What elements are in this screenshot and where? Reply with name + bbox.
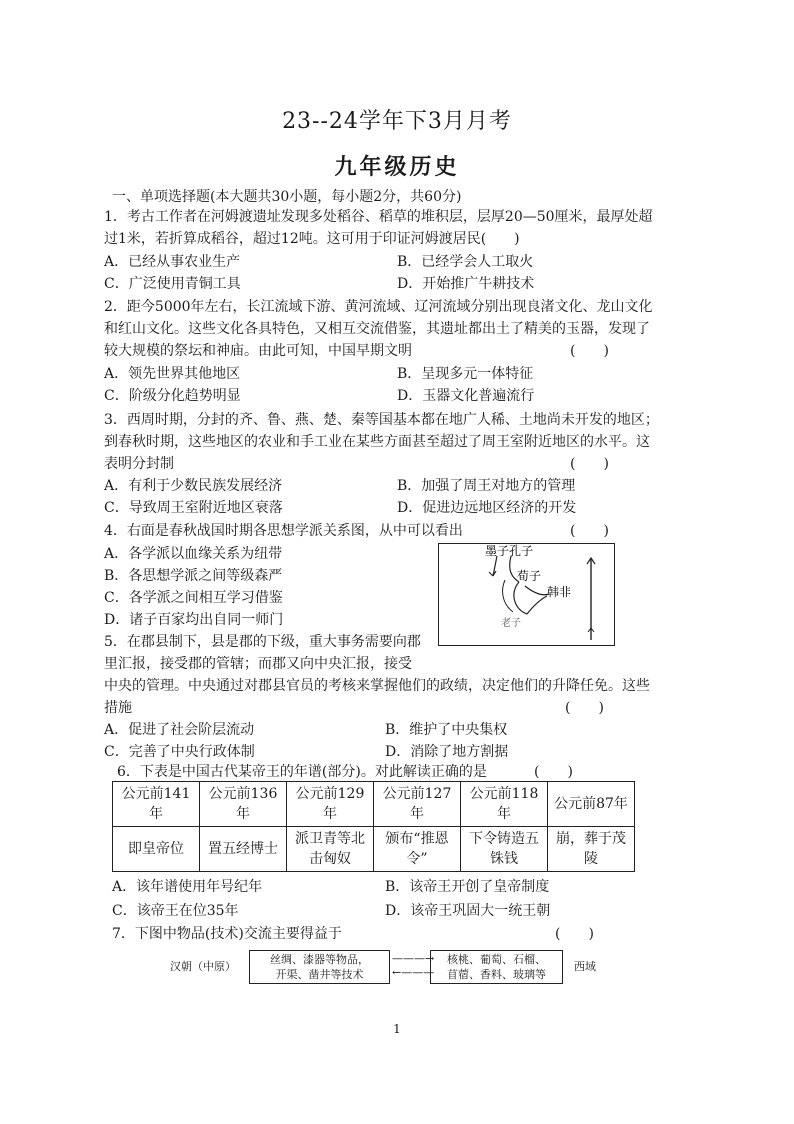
- figure7-left-box-line-2: 开渠、凿井等技术: [275, 968, 364, 981]
- figure-label-mozi: 墨子: [485, 544, 510, 558]
- q4-option-c: C．各学派之间相互学习借鉴: [104, 590, 283, 606]
- table-cell-year: 公元前127年: [374, 782, 461, 827]
- section-heading: 一、单项选择题(本大题共30小题，每小题2分，共60分): [112, 189, 462, 205]
- figure7-right-box: [430, 950, 563, 984]
- q1-option-c: C．广泛使用青铜工具: [104, 276, 241, 292]
- q4-option-d: D．诸子百家均出自同一师门: [104, 612, 284, 628]
- table-cell-year: 公元前141年: [113, 782, 200, 827]
- figure7-arrow-in: ←———: [392, 966, 435, 979]
- figure-label-xunzi: 荀子: [517, 569, 542, 583]
- q3-option-c: C．导致周王室附近地区衰落: [104, 500, 283, 516]
- schools-sketch: [439, 544, 613, 644]
- q2-option-d: D．玉器文化普遍流行: [397, 388, 535, 404]
- table-cell-event: 下令铸造五铢钱: [461, 827, 548, 872]
- table-cell-event: 崩，葬于茂陵: [548, 827, 635, 872]
- q7-line-1: 7．下图中物品(技术)交流主要得益于: [112, 926, 342, 942]
- q5-option-c: C．完善了中央行政体制: [104, 744, 255, 760]
- q2-answer-paren: ( ): [570, 343, 609, 359]
- q5-line-4: 措施: [104, 700, 132, 716]
- q1-line-2: 过1米，若折算成稻谷，超过12吨。这可用于印证河姆渡居民( ): [104, 231, 520, 247]
- q5-line-2: 里汇报，接受郡的管辖；而郡又向中央汇报，接受: [104, 656, 412, 672]
- page-number: 1: [393, 1022, 401, 1036]
- table-cell-year: 公元前87年: [548, 782, 635, 827]
- table-cell-event: 置五经博士: [200, 827, 287, 872]
- q4-answer-paren: ( ): [570, 523, 609, 539]
- q5-line-3: 中央的管理。中央通过对郡县官员的考核来掌握他们的政绩，决定他们的升降任免。这些: [104, 678, 650, 694]
- q2-line-2: 和红山文化。这些文化各具特色，又相互交流借鉴，其遗址都出土了精美的玉器，发现了: [104, 321, 650, 337]
- table-row-years: [113, 782, 635, 827]
- q3-line-2: 到春秋时期，这些地区的农业和手工业在某些方面甚至超过了周王室附近地区的水平。这: [104, 434, 650, 450]
- q3-line-3: 表明分封制: [104, 456, 174, 472]
- q2-option-b: B．呈现多元一体特征: [397, 366, 534, 382]
- table-row-events: [113, 827, 635, 872]
- q5-answer-paren: ( ): [565, 700, 604, 716]
- q3-answer-paren: ( ): [570, 456, 609, 472]
- q6-option-d: D．该帝王巩固大一统王朝: [385, 903, 551, 919]
- q6-option-b: B．该帝王开创了皇帝制度: [385, 879, 550, 895]
- figure7-right-box-line-2: 苜蓿、香料、玻璃等: [447, 968, 546, 981]
- figure7-right-label: 西域: [574, 960, 596, 973]
- q1-option-a: A．已经从事农业生产: [104, 254, 241, 270]
- exam-title: 23--24学年下3月月考: [282, 109, 512, 134]
- q5-option-d: D．消除了地方割据: [385, 744, 509, 760]
- q2-line-1: 2．距今5000年左右，长江流域下游、黄河流域、辽河流域分别出现良渚文化、龙山文化: [104, 299, 653, 315]
- q4-line-1: 4．右面是春秋战国时期各思想学派关系图，从中可以看出: [104, 523, 463, 539]
- q5-option-a: A．促进了社会阶层流动: [104, 722, 255, 738]
- q1-option-d: D．开始推广牛耕技术: [397, 276, 535, 292]
- q1-line-1: 1．考古工作者在河姆渡遗址发现多处稻谷、稻草的堆积层，层厚20—50厘米，最厚处超: [104, 209, 653, 225]
- q1-option-b: B．已经学会人工取火: [397, 254, 534, 270]
- q2-line-3: 较大规模的祭坛和神庙。由此可知，中国早期文明: [104, 343, 412, 359]
- table-cell-event: 即皇帝位: [113, 827, 200, 872]
- figure7-left-box: [249, 950, 390, 984]
- q4-option-b: B．各思想学派之间等级森严: [104, 568, 283, 584]
- figure-label-hanfei: 韩非: [547, 585, 572, 599]
- table-cell-year: 公元前136年: [200, 782, 287, 827]
- q2-option-c: C．阶级分化趋势明显: [104, 388, 241, 404]
- q6-answer-paren: ( ): [534, 764, 573, 780]
- q6-option-a: A．该年谱使用年号纪年: [112, 879, 263, 895]
- figure7-arrow-out: ———→: [392, 952, 435, 965]
- q2-option-a: A．领先世界其他地区: [104, 366, 241, 382]
- q3-line-1: 3．西周时期，分封的齐、鲁、燕、楚、秦等国基本都在地广人稀、土地尚未开发的地区；: [104, 412, 659, 428]
- table-cell-year: 公元前118年: [461, 782, 548, 827]
- figure7-left-box-line-1: 丝绸、漆器等物品，: [270, 953, 369, 966]
- figure-label-kongzi: 孔子: [509, 544, 534, 558]
- q5-option-b: B．维护了中央集权: [385, 722, 508, 738]
- table-cell-event: 颁布“推恩令”: [374, 827, 461, 872]
- reign-chronology-table: [112, 781, 635, 872]
- q4-option-a: A．各学派以血缘关系为纽带: [104, 546, 283, 562]
- exam-subtitle: 九年级历史: [334, 154, 460, 180]
- q3-option-b: B．加强了周王对地方的管理: [397, 478, 576, 494]
- table-cell-event: 派卫青等北击匈奴: [287, 827, 374, 872]
- q3-option-a: A．有利于少数民族发展经济: [104, 478, 283, 494]
- q7-answer-paren: ( ): [555, 926, 594, 942]
- q3-option-d: D．促进边远地区经济的开发: [397, 500, 577, 516]
- figure7-left-label: 汉朝（中原）: [170, 960, 236, 973]
- q5-line-1: 5．在郡县制下，县是郡的下级，重大事务需要向郡: [104, 634, 421, 650]
- q6-option-c: C．该帝王在位35年: [112, 903, 239, 919]
- figure-label-laozi: 老子: [501, 618, 521, 629]
- table-cell-year: 公元前129年: [287, 782, 374, 827]
- schools-relationship-figure: [438, 543, 615, 646]
- q6-line-1: 6．下表是中国古代某帝王的年谱(部分)。对此解读正确的是: [117, 764, 487, 780]
- figure7-right-box-line-1: 核桃、葡萄、石榴、: [447, 953, 546, 966]
